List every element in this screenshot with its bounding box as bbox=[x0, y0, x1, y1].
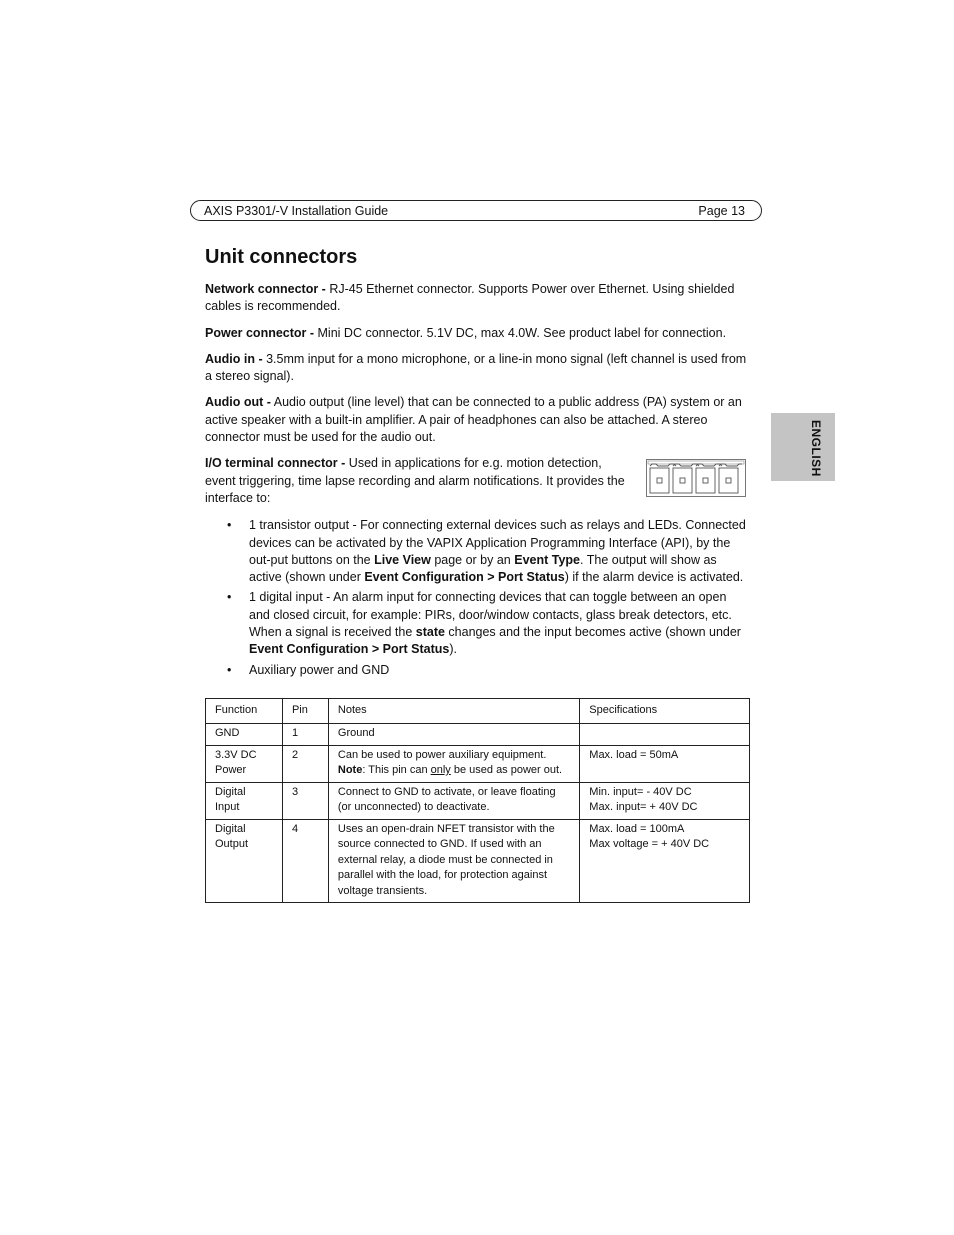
header-pin: Pin bbox=[282, 699, 328, 724]
io-pin-table bbox=[205, 698, 750, 903]
network-connector-label: Network connector - bbox=[205, 282, 326, 296]
io-feature-list bbox=[205, 517, 750, 679]
list-item-transistor-output: • 1 transistor output - For connecting external devices such as relays and LEDs. Connected devices can be activated by the VAPIX Application Programming Interface (API), by the out-put buttons on the Live View page or by an Event Type. The output will show as active (shown under Event Configuration > Port Status) if the alarm device is activated. bbox=[205, 517, 750, 586]
audio-out-label: Audio out - bbox=[205, 395, 271, 410]
cell-pin: 1 bbox=[282, 724, 328, 746]
header-notes: Notes bbox=[328, 699, 579, 724]
cell-notes: Can be used to power auxiliary equipment. Note: This pin can only be used as power out. bbox=[328, 745, 579, 782]
network-connector-paragraph: Network connector - RJ-45 Ethernet connector. Supports Power over Ethernet. Using shielded cables is recommended. bbox=[205, 282, 735, 314]
header-function: Function bbox=[206, 699, 283, 724]
list-item-auxiliary-power: • Auxiliary power and GND bbox=[205, 662, 750, 679]
header-specifications: Specifications bbox=[580, 699, 750, 724]
table-header-row bbox=[206, 699, 750, 724]
table-row bbox=[206, 782, 750, 819]
cell-spec: Max. load = 100mA Max voltage = + 40V DC bbox=[580, 819, 750, 903]
power-connector-label: Power connector - bbox=[205, 325, 315, 340]
cell-function: Digital Input bbox=[206, 782, 283, 819]
audio-in-label: Audio in - bbox=[205, 351, 263, 366]
io-terminal-label: I/O terminal connector - bbox=[205, 456, 346, 471]
cell-spec: Min. input= - 40V DC Max. input= + 40V DC bbox=[580, 782, 750, 819]
cell-notes: Connect to GND to activate, or leave floating (or unconnected) to deactivate. bbox=[328, 782, 579, 819]
cell-function: Digital Output bbox=[206, 819, 283, 903]
cell-spec bbox=[580, 724, 750, 746]
power-connector-paragraph: Power connector - Mini DC connector. 5.1V DC, max 4.0W. See product label for connection. bbox=[205, 325, 727, 340]
cell-pin: 2 bbox=[282, 745, 328, 782]
language-tab bbox=[771, 413, 835, 481]
cell-function: GND bbox=[206, 724, 283, 746]
page-number: Page 13 bbox=[698, 203, 745, 218]
io-terminal-paragraph: I/O terminal connector - Used in applications for e.g. motion detection, event triggering, time lapse recording and alarm notifications. It provides the interface to: bbox=[205, 456, 625, 505]
language-label: ENGLISH bbox=[809, 420, 823, 477]
io-terminal-section bbox=[205, 455, 750, 507]
guide-title: AXIS P3301/-V Installation Guide bbox=[204, 203, 389, 218]
section-title: Unit connectors bbox=[205, 246, 358, 268]
cell-notes: Uses an open-drain NFET transistor with the source connected to GND. If used with an external relay, a diode must be connected in parallel with the load, for protection against voltage transients. bbox=[328, 819, 579, 903]
cell-pin: 4 bbox=[282, 819, 328, 903]
list-item-digital-input: • 1 digital input - An alarm input for connecting devices that can toggle between an open and closed circuit, for example: PIRs, door/window contacts, glass break detectors, etc. When a signal is received the state changes and the input becomes active (shown under Event Configuration > Port Status). bbox=[205, 589, 750, 658]
cell-function: 3.3V DC Power bbox=[206, 745, 283, 782]
main-content bbox=[205, 246, 750, 682]
table-row bbox=[206, 745, 750, 782]
cell-spec: Max. load = 50mA bbox=[580, 745, 750, 782]
audio-in-paragraph: Audio in - 3.5mm input for a mono microphone, or a line-in mono signal (left channel is used from a stereo signal). bbox=[205, 351, 747, 384]
table-row bbox=[206, 724, 750, 746]
table-row bbox=[206, 819, 750, 903]
audio-out-paragraph: Audio out - Audio output (line level) that can be connected to a public address (PA) system or an active speaker with a built-in amplifier. A pair of headphones can also be attached. A stereo connector must be used for the audio out. bbox=[205, 395, 742, 445]
page-header bbox=[190, 200, 762, 221]
io-terminal-connector-icon bbox=[646, 459, 746, 497]
cell-pin: 3 bbox=[282, 782, 328, 819]
cell-notes: Ground bbox=[328, 724, 579, 746]
